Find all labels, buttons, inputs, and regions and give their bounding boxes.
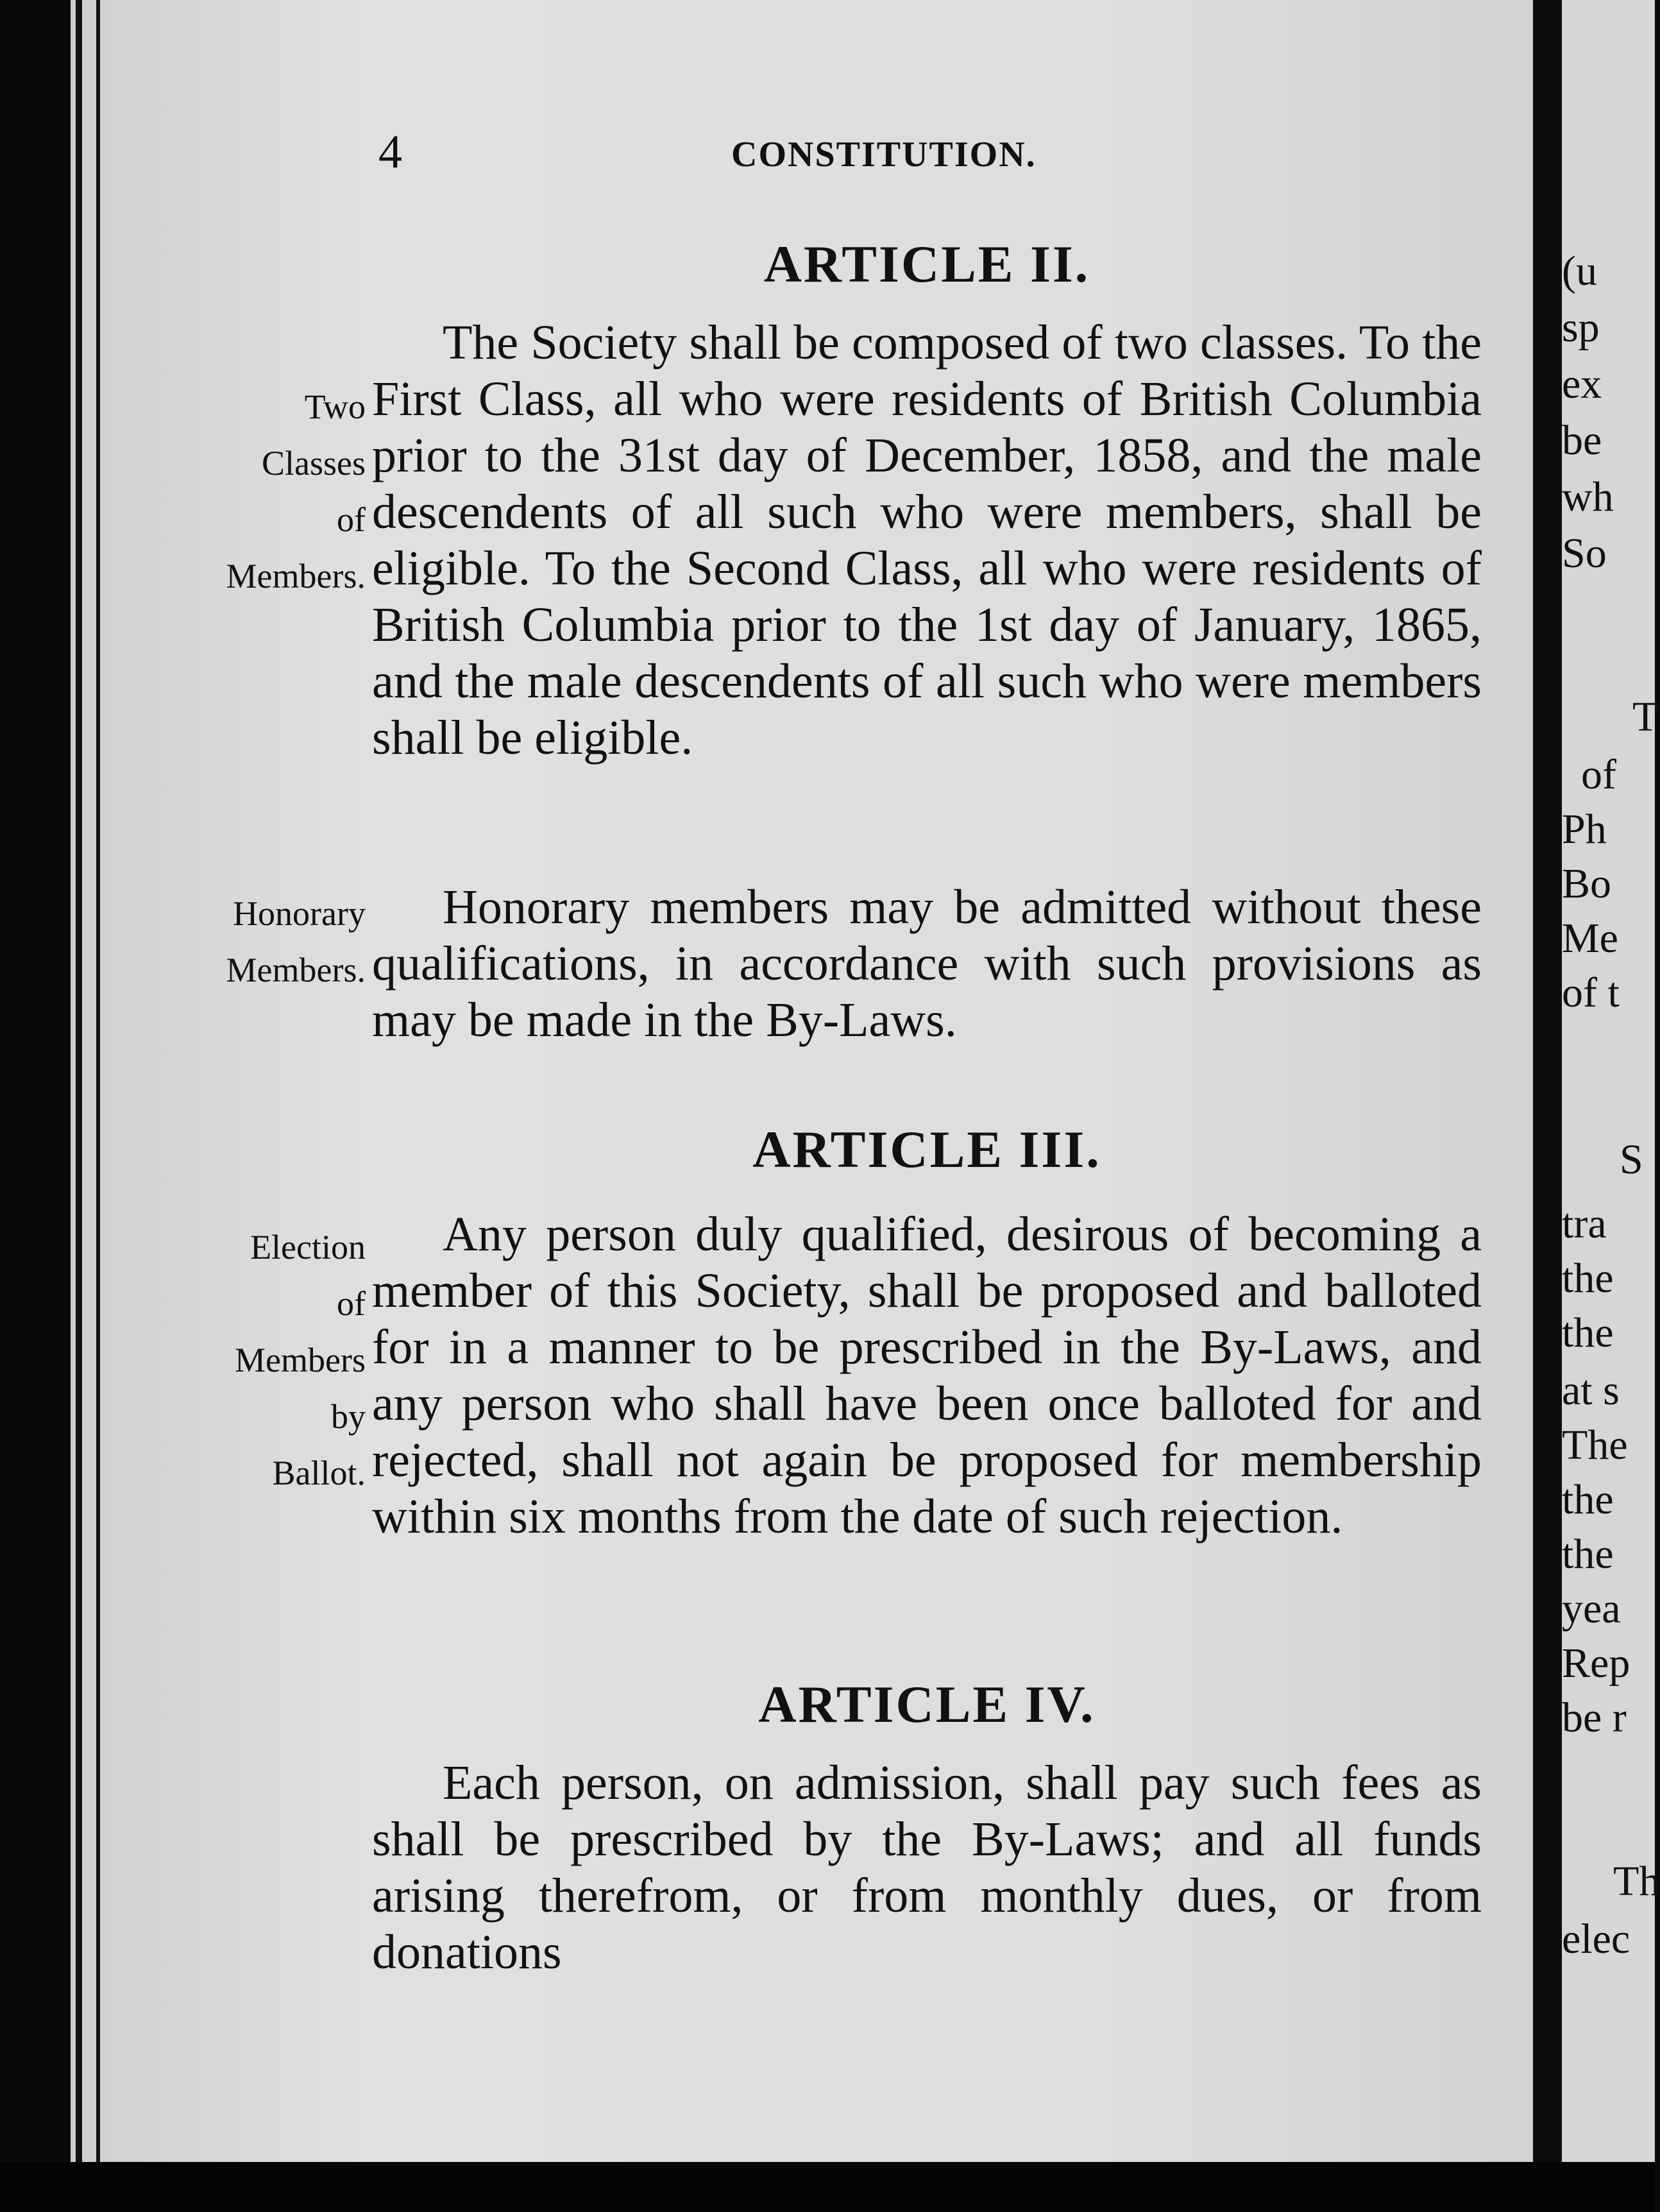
article-2-paragraph-1: The Society shall be composed of two classes. To the First Class, all who were residents of British Columbia prior to the 31st day of December, 1858, and the male descendents of all such who were members, shall be eligible. To the Second Class, all who were residents of British Columbia prior to the 1st day of January, 1865, and the male descendents of all such who were members shall be eligible.	[372, 316, 1482, 765]
margin-note-line: Two	[304, 387, 366, 426]
article-2-paragraph-2: Honorary members may be admitted without these qualifications, in accordance with such provisions as may be made in the By-Laws.	[372, 880, 1482, 1047]
facing-fragment: Ph	[1562, 806, 1607, 853]
facing-fragment: be r	[1562, 1694, 1627, 1741]
running-title: CONSTITUTION.	[731, 135, 1037, 174]
page-edge-line	[76, 0, 82, 2162]
facing-fragment: elec	[1562, 1916, 1630, 1962]
facing-fragment: yea	[1562, 1585, 1621, 1632]
facing-fragment: Bo	[1562, 860, 1612, 907]
margin-note-line: by	[331, 1397, 366, 1436]
margin-note-line: Ballot.	[272, 1454, 366, 1492]
facing-fragment: the	[1562, 1309, 1614, 1356]
margin-note-line: Members.	[226, 951, 366, 989]
facing-fragment: of	[1581, 751, 1616, 798]
facing-fragment: the	[1562, 1255, 1614, 1302]
margin-note-election	[235, 1219, 366, 1501]
margin-note-line: Classes	[262, 444, 366, 482]
page-edge-line	[96, 0, 100, 2162]
facing-page	[1562, 0, 1660, 2162]
margin-note-line: Election	[250, 1228, 366, 1266]
page-number: 4	[378, 126, 402, 178]
facing-fragment: So	[1562, 530, 1607, 577]
facing-fragment: wh	[1562, 473, 1614, 520]
facing-fragment: the	[1562, 1476, 1614, 1523]
margin-note-line: Members.	[226, 557, 366, 595]
margin-note-line: Honorary	[233, 894, 366, 933]
facing-fragment: Me	[1562, 915, 1618, 962]
facing-fragment: Th	[1613, 1858, 1660, 1905]
facing-fragment: tra	[1562, 1200, 1607, 1247]
margin-note-line: Members	[235, 1341, 366, 1379]
margin-note-line: of	[337, 1284, 366, 1323]
article-3-heading: ARTICLE III.	[752, 1120, 1101, 1178]
facing-fragment: ex	[1562, 361, 1602, 407]
facing-fragment: of t	[1562, 969, 1620, 1016]
margin-note-classes	[226, 379, 366, 604]
margin-note-honorary	[226, 885, 366, 998]
article-2-heading: ARTICLE II.	[763, 235, 1090, 293]
facing-fragment: (u	[1562, 248, 1597, 294]
facing-fragment: be	[1562, 417, 1602, 464]
facing-fragment: S	[1620, 1136, 1643, 1183]
running-head	[0, 125, 1655, 176]
article-3-paragraph: Any person duly qualified, desirous of becoming a member of this Society, shall be proposed and balloted for in a manner to be prescribed in the By-Laws, and any person who shall have been once balloted for and rejected, shall not again be proposed for membership within six months from the date of such rejection.	[372, 1207, 1482, 1544]
gutter	[1533, 0, 1562, 2162]
facing-fragment: T	[1632, 693, 1659, 740]
facing-fragment: at s	[1562, 1367, 1620, 1414]
article-4-heading: ARTICLE IV.	[758, 1675, 1096, 1733]
facing-fragment: the	[1562, 1531, 1614, 1578]
facing-fragment: sp	[1562, 304, 1600, 351]
article-4-paragraph: Each person, on admission, shall pay such fees as shall be prescribed by the By-Laws; and all funds arising therefrom, or from monthly dues, or from donations	[372, 1756, 1482, 1979]
facing-fragment: Rep	[1562, 1640, 1630, 1687]
scan-border	[0, 2162, 1655, 2212]
facing-fragment: The	[1562, 1422, 1628, 1468]
margin-note-line: of	[337, 500, 366, 539]
